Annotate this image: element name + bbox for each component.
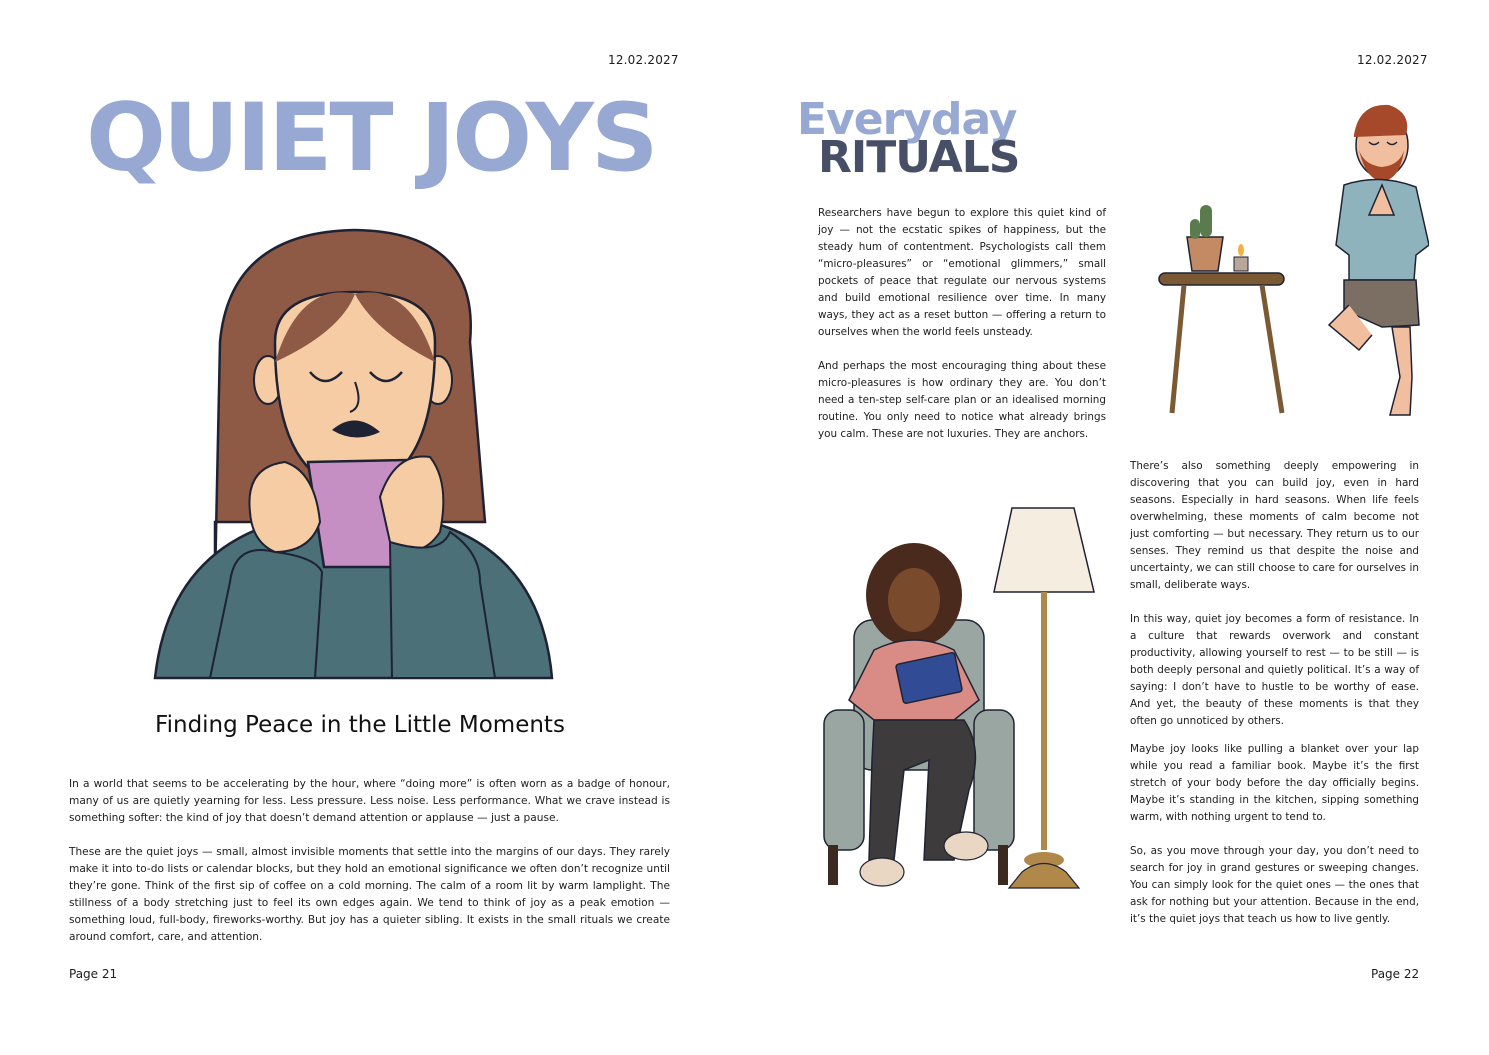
page-title-line1: Everyday: [797, 94, 1017, 145]
article-column-b: [1130, 458, 1419, 945]
article-column-a: [818, 205, 1106, 460]
paragraph: Maybe joy looks like pulling a blanket over your lap while you read a familiar book. Maybe it’s the first stretch of your body before the day officially begins. Maybe it’s standing in the kitchen, sipping something warm, with nothing urgent to tend to.: [1130, 743, 1419, 823]
woman-drinking-tea-illustration: [150, 222, 560, 682]
page-title: QUIET JOYS: [86, 84, 656, 193]
paragraph: These are the quiet joys — small, almost invisible moments that settle into the margins of our days. They rarely make it into to-do lists or calendar blocks, but they hold an emotional significance we often don’t recognize until they’re gone. Think of the first sip of coffee on a cold morning. The calm of a room lit by warm lamplight. The stillness of a body stretching just to feel its own edges again. We tend to think of joy as a peak emotion — something loud, full-body, fireworks-worthy. But joy has a quieter sibling. It exists in the small rituals we create around comfort, care, and attention.: [69, 846, 670, 943]
page-number: Page 22: [1371, 967, 1420, 981]
page-title-line2: RITUALS: [818, 132, 1020, 183]
paragraph: Researchers have begun to explore this quiet kind of joy — not the ecstatic spikes of happiness, but the steady hum of contentment. Psychologists call them “micro-pleasures” or “emotional glimmers,” small pockets of peace that regulate our nervous systems and build emotional resilience over time. In many ways, they act as a reset button — offering a return to ourselves when the world feels unsteady.: [818, 207, 1106, 338]
paragraph: And perhaps the most encouraging thing about these micro-pleasures is how ordinary they are. You don’t need a ten-step self-care plan or an idealised morning routine. You only need to notice what already brings you calm. These are not luxuries. They are anchors.: [818, 360, 1106, 440]
page-left: [0, 0, 744, 1055]
paragraph: In a world that seems to be accelerating by the hour, where “doing more” is often worn as a badge of honour, many of us are quietly yearning for less. Less pressure. Less noise. Less performance. What we crave instead is something softer: the kind of joy that doesn’t demand attention or applause — just a pause.: [69, 778, 670, 824]
subtitle: Finding Peace in the Little Moments: [155, 712, 565, 738]
article-body: [69, 776, 670, 963]
date: 12.02.2027: [608, 53, 679, 67]
woman-reading-in-armchair-illustration: [814, 500, 1114, 895]
page-number: Page 21: [69, 967, 118, 981]
paragraph: So, as you move through your day, you don’t need to search for joy in grand gestures or sweeping changes. You can simply look for the quiet ones — the ones that ask for nothing but your attention. Because in the end, it’s the quiet joys that teach us how to live gently.: [1130, 845, 1419, 925]
man-yoga-tree-pose-illustration: [1154, 95, 1429, 420]
paragraph: In this way, quiet joy becomes a form of resistance. In a culture that rewards overwork and constant productivity, allowing yourself to rest — to be still — is both deeply personal and quietly political. It’s a way of saying: I don’t have to hustle to be worthy of ease. And yet, the beauty of these moments is that they often go unnoticed by others.: [1130, 613, 1419, 727]
paragraph: There’s also something deeply empowering in discovering that you can build joy, even in hard seasons. Especially in hard seasons. When life feels overwhelming, these moments of calm become not just comforting — but necessary. They return us to our senses. They remind us that despite the noise and uncertainty, we can still choose to care for ourselves in small, deliberate ways.: [1130, 460, 1419, 591]
date: 12.02.2027: [1357, 53, 1428, 67]
page-right: [744, 0, 1489, 1055]
